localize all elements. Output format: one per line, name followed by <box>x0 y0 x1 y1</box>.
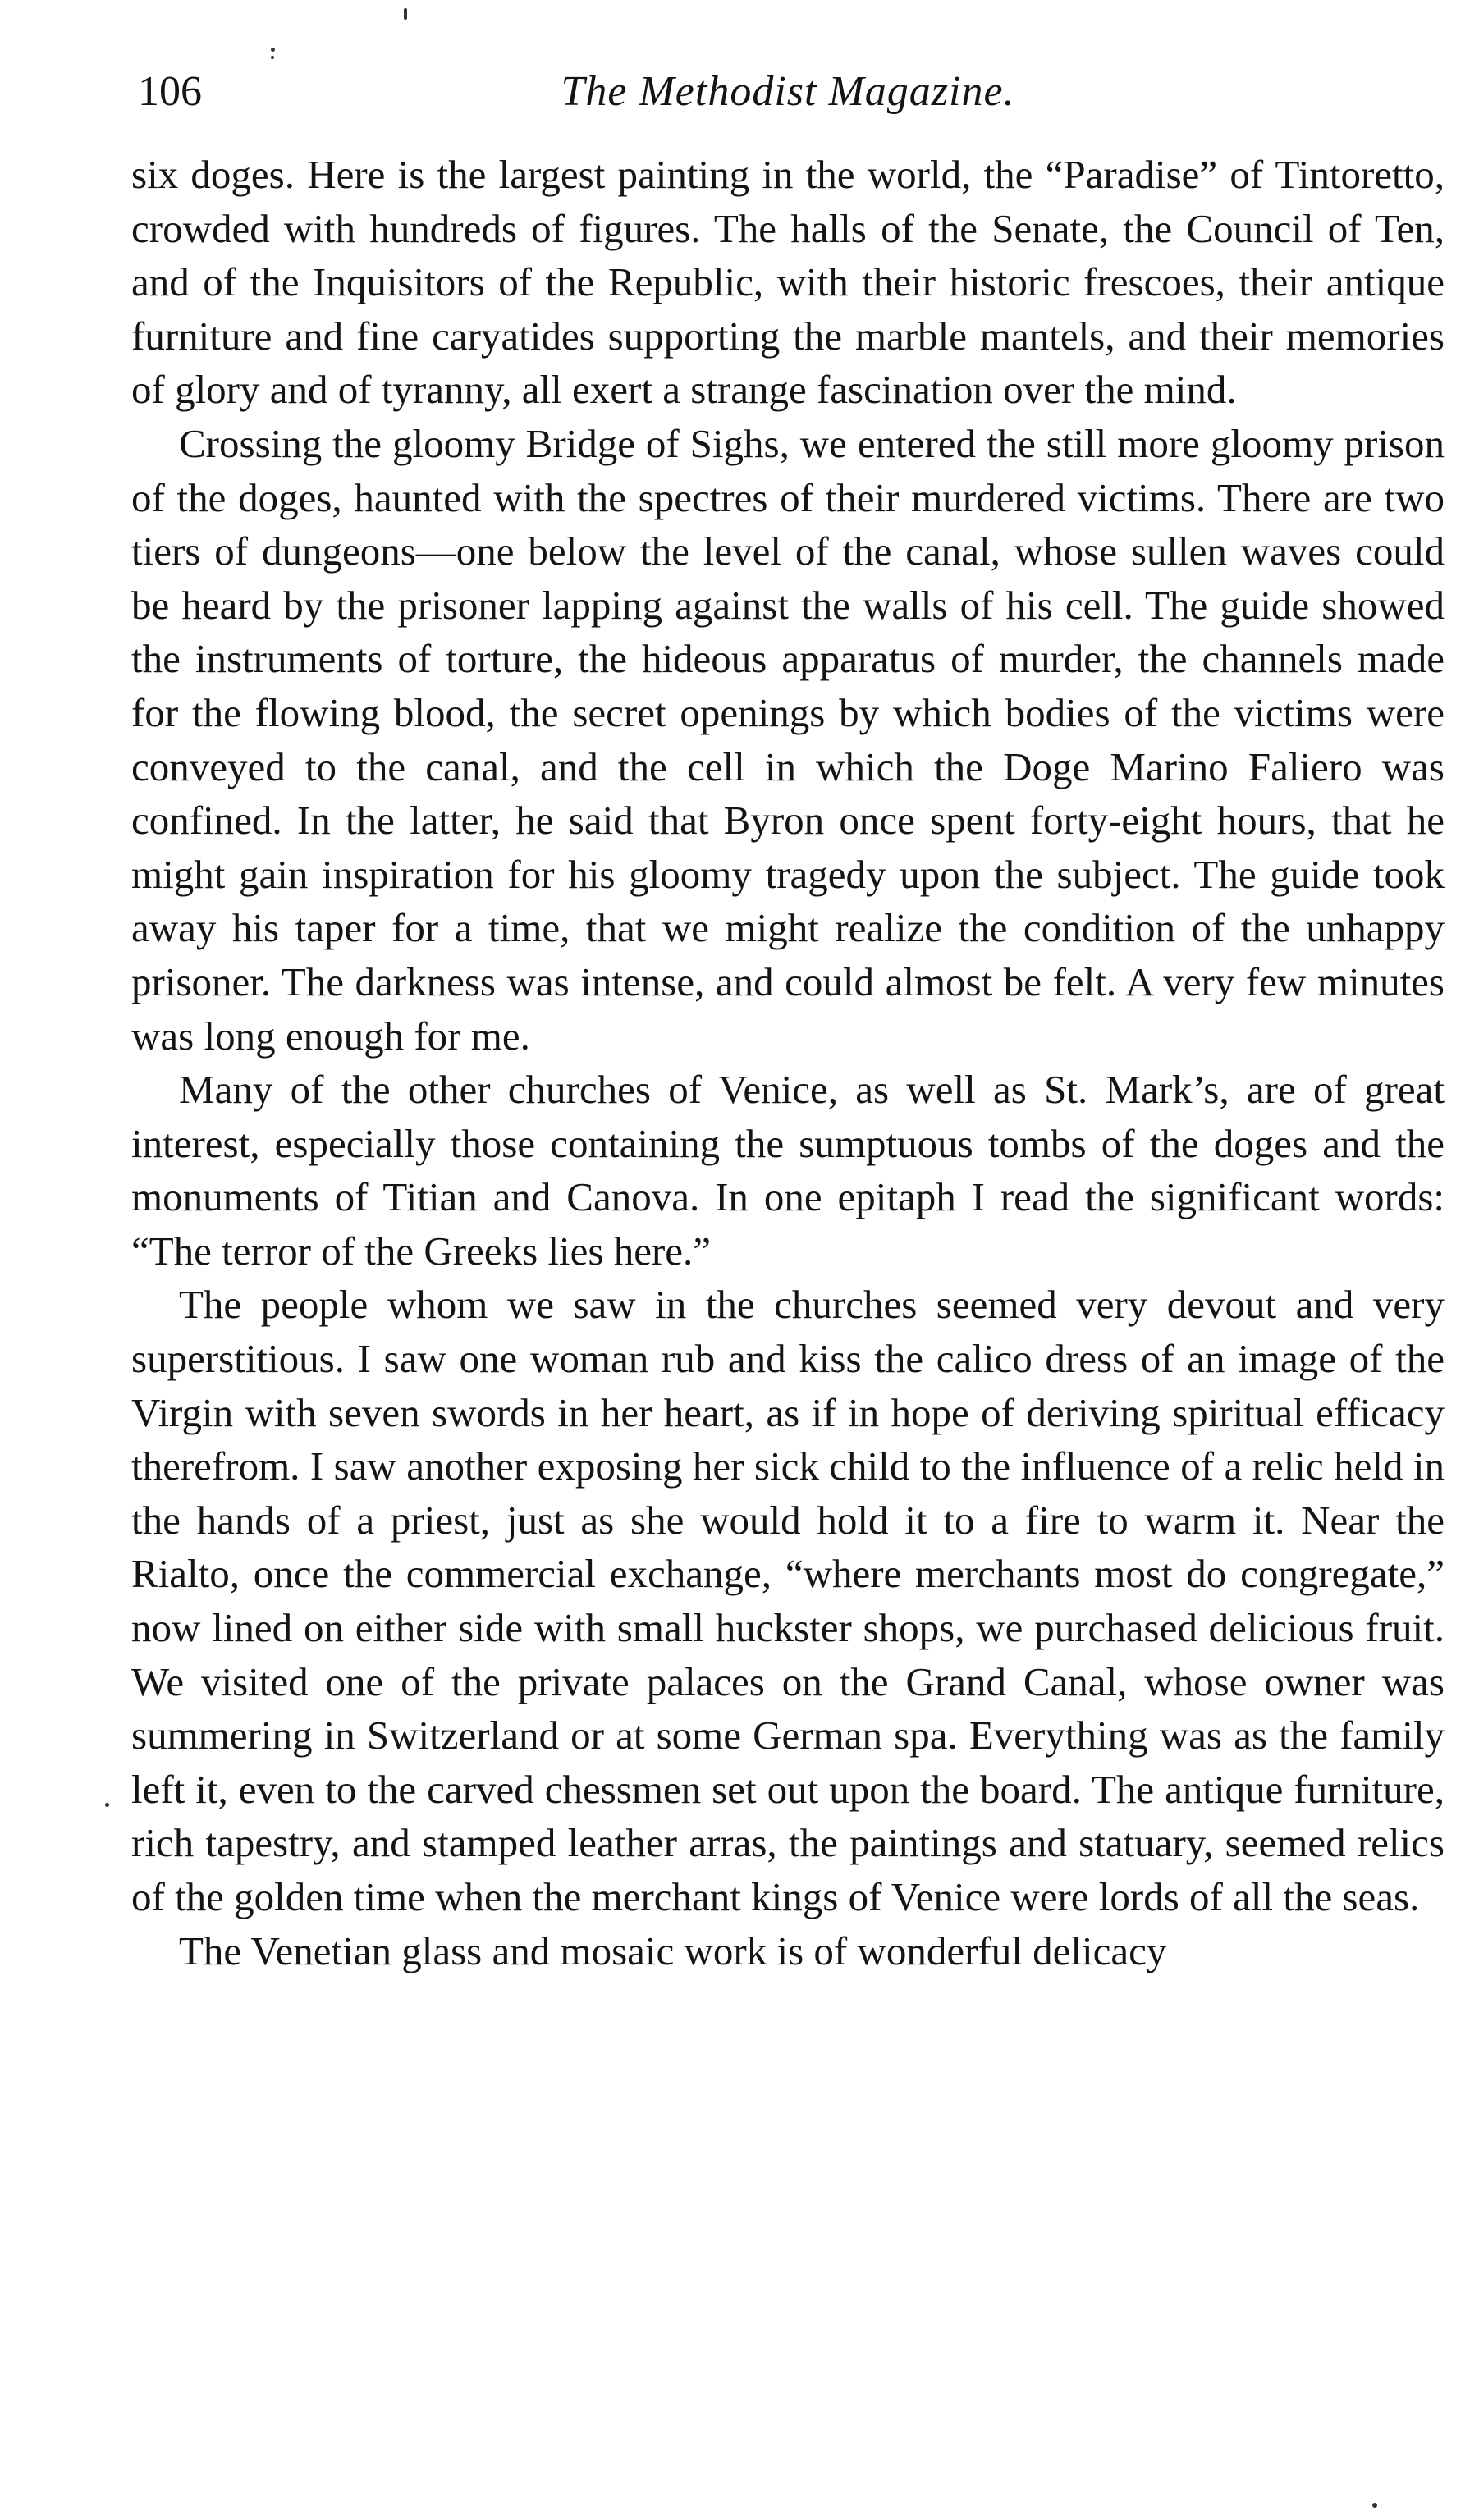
scan-speck <box>404 8 407 20</box>
page-number: 106 <box>138 68 202 115</box>
scan-speck <box>1372 2503 1377 2508</box>
paragraph-venetian-glass: The Venetian glass and mosaic work is of wonderful delicacy <box>179 1928 1167 1973</box>
running-head <box>131 49 1445 148</box>
scan-speck <box>271 56 274 59</box>
paragraph-continued: six doges. Here is the largest painting in the world, the “Paradise” of Tintoretto, crowded with hundreds of figures. The halls of the Senate, the Council of Ten, and of the Inquisitors of the Republic, with their historic frescoes, their antique furniture and fine caryatides supporting the marble mantels, and their memories of glory and of tyranny, all exert a strange fascination over the mind. <box>131 152 1445 413</box>
book-page <box>131 49 1445 1978</box>
running-title: The Methodist Magazine. <box>561 68 1015 115</box>
paragraph-bridge-of-sighs: Crossing the gloomy Bridge of Sighs, we entered the still more gloomy prison of the doges, haunted with the spectres of their murdered victims. There are two tiers of dungeons—one below the level of the canal, whose sullen waves could be heard by the prisoner lapping against the walls of his cell. The guide showed the instruments of torture, the hideous apparatus of murder, the channels made for the flowing blood, the secret openings by which bodies of the victims were conveyed to the canal, and the cell in which the Doge Marino Faliero was confined. In the latter, he said that Byron once spent forty-eight hours, that he might gain inspiration for his gloomy tragedy upon the subject. The guide took away his taper for a time, that we might realize the condition of the unhappy prisoner. The darkness was intense, and could almost be felt. A very few minutes was long enough for me. <box>131 420 1445 1059</box>
scan-speck <box>271 48 275 52</box>
paragraph-churches: Many of the other churches of Venice, as well as St. Mark’s, are of great interest, especially those containing the sumptuous tombs of the doges and the monuments of Titian and Canova. In one epitaph I read the significant words: “The terror of the Greeks lies here.” <box>131 1067 1445 1274</box>
body-text <box>131 148 1445 1978</box>
scan-speck <box>105 1803 109 1807</box>
paragraph-people: The people whom we saw in the churches seemed very devout and very superstitious. I saw one woman rub and kiss the calico dress of an image of the Virgin with seven swords in her heart, as if in hope of deriving spiritual efficacy therefrom. I saw another exposing her sick child to the influence of a relic held in the hands of a priest, just as she would hold it to a fire to warm it. Near the Rialto, once the commercial exchange, “where merchants most do congregate,” now lined on either side with small huckster shops, we purchased delicious fruit. We visited one of the private palaces on the Grand Canal, whose owner was summering in Switzerland or at some German spa. Everything was as the family left it, even to the carved chessmen set out upon the board. The antique furniture, rich tapestry, and stamped leather arras, the paintings and statuary, seemed relics of the golden time when the merchant kings of Venice were lords of all the seas. <box>131 1282 1445 1919</box>
